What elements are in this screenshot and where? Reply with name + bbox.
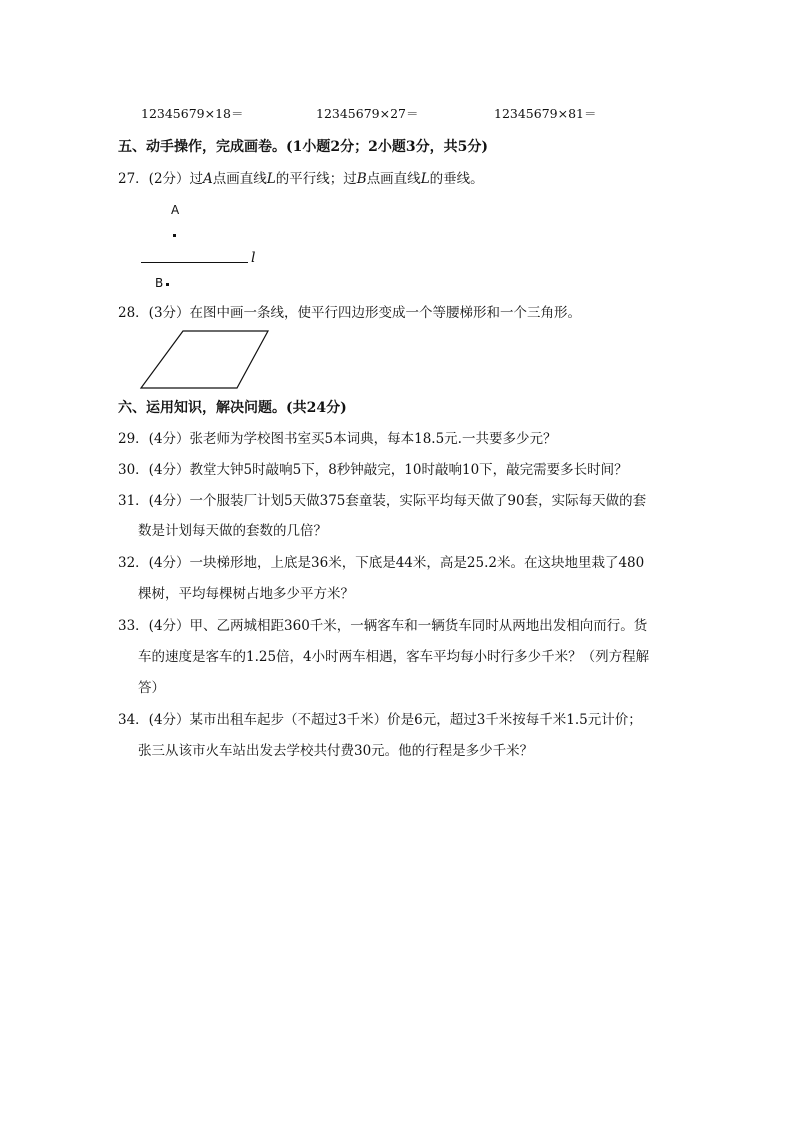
q27-text-1: 27．(2分）过 bbox=[118, 171, 204, 187]
question-31-line-1: 31．(4分）一个服装厂计划5天做375套童装，实际平均每天做了90套，实际每天做的套 bbox=[118, 493, 647, 509]
line-l bbox=[141, 262, 248, 263]
section-5-heading: 五、动手操作，完成画卷。(1小题2分；2小题3分，共5分) bbox=[118, 139, 488, 155]
section-6-heading: 六、运用知识，解决问题。(共24分) bbox=[118, 400, 347, 416]
parallelogram-figure bbox=[136, 328, 276, 392]
question-33-line-1: 33．(4分）甲、乙两城相距360千米，一辆客车和一辆货车同时从两地出发相向而行。货 bbox=[118, 618, 648, 634]
q27-line-l: L bbox=[266, 171, 276, 187]
figure-label-l: l bbox=[251, 250, 256, 266]
question-32-line-2: 棵树，平均每棵树占地多少平方米？ bbox=[138, 586, 354, 602]
calc-item-2: 12345679×27＝ bbox=[316, 106, 419, 121]
parallelogram-shape bbox=[141, 331, 268, 388]
q27-text-5: 的垂线。 bbox=[429, 171, 484, 187]
point-b-dot bbox=[166, 283, 169, 286]
question-27 bbox=[118, 169, 484, 189]
calc-item-1: 12345679×18＝ bbox=[141, 106, 244, 121]
question-33-line-2: 车的速度是客车的1.25倍，4小时两车相遇，客车平均每小时行多少千米？（列方程解 bbox=[138, 649, 650, 665]
question-34-line-1: 34．(4分）某市出租车起步（不超过3千米）价是6元，超过3千米按每千米1.5元计价； bbox=[118, 712, 642, 728]
question-34-line-2: 张三从该市火车站出发去学校共付费30元。他的行程是多少千米？ bbox=[138, 743, 534, 759]
point-a-dot bbox=[173, 234, 176, 237]
question-31-line-2: 数是计划每天做的套数的几倍？ bbox=[138, 523, 327, 539]
question-29: 29．(4分）张老师为学校图书室买5本词典，每本18.5元.一共要多少元？ bbox=[118, 431, 557, 447]
question-30: 30．(4分）教堂大钟5时敲响5下，8秒钟敲完，10时敲响10下，敲完需要多长时间？ bbox=[118, 462, 628, 478]
q27-point-a: A bbox=[203, 171, 213, 187]
q27-text-2: 点画直线 bbox=[212, 171, 267, 187]
q27-point-b: B bbox=[356, 171, 367, 187]
calc-item-3: 12345679×81＝ bbox=[494, 106, 597, 121]
question-28: 28．(3分）在图中画一条线，使平行四边形变成一个等腰梯形和一个三角形。 bbox=[118, 305, 582, 321]
question-32-line-1: 32．(4分）一块梯形地，上底是36米，下底是44米，高是25.2米。在这块地里栽了480 bbox=[118, 555, 645, 571]
figure-label-b: B bbox=[155, 276, 164, 290]
q27-text-3: 的平行线；过 bbox=[275, 171, 357, 187]
q27-text-4: 点画直线 bbox=[366, 171, 421, 187]
question-33-line-3: 答） bbox=[138, 680, 165, 696]
q27-line-l-2: L bbox=[420, 171, 430, 187]
figure-label-a: A bbox=[171, 203, 180, 217]
